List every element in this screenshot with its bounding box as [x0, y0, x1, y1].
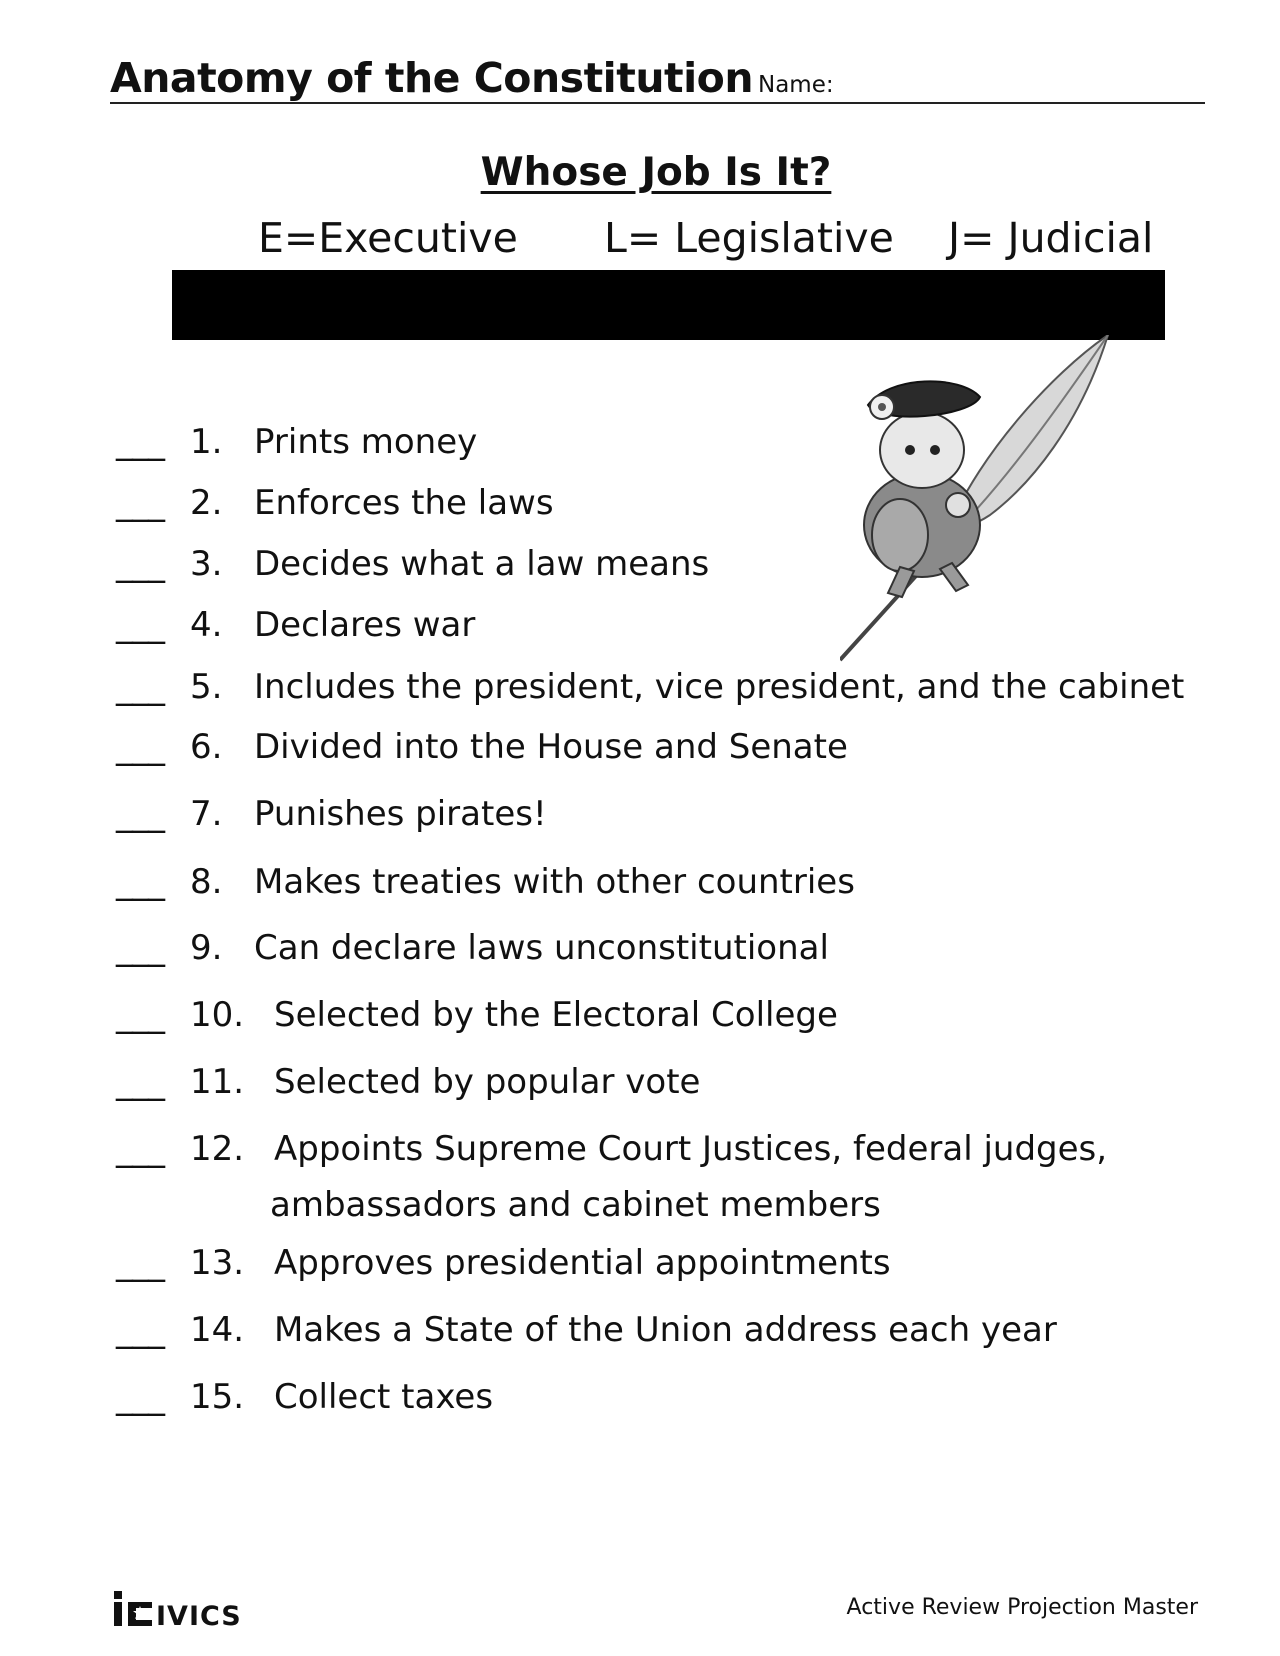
item-text-continuation: ambassadors and cabinet members — [270, 1185, 881, 1225]
redaction-bar — [172, 270, 1165, 340]
list-item — [116, 1377, 493, 1417]
item-number: 3. — [190, 544, 223, 584]
list-item — [116, 483, 554, 523]
list-item — [116, 1310, 1057, 1350]
item-number: 13. — [190, 1243, 245, 1283]
item-text: Makes a State of the Union address each year — [274, 1310, 1057, 1350]
answer-blank[interactable]: ___ — [116, 1129, 164, 1169]
item-text: Selected by popular vote — [274, 1062, 701, 1102]
item-number: 14. — [190, 1310, 245, 1350]
answer-blank[interactable]: ___ — [116, 1243, 164, 1283]
item-number: 9. — [190, 928, 223, 968]
item-text: Punishes pirates! — [254, 794, 547, 834]
answer-blank[interactable]: ___ — [116, 1310, 164, 1350]
item-number: 6. — [190, 727, 223, 767]
item-text: Can declare laws unconstitutional — [254, 928, 829, 968]
worksheet-title: Anatomy of the Constitution — [110, 54, 754, 102]
item-text: Appoints Supreme Court Justices, federal judges, — [274, 1129, 1108, 1169]
answer-blank[interactable]: ___ — [116, 794, 164, 834]
answer-blank[interactable]: ___ — [116, 483, 164, 523]
answer-blank[interactable]: ___ — [116, 422, 164, 462]
projection-label: Active Review Projection Master — [846, 1595, 1198, 1620]
legend-executive: E=Executive — [258, 214, 518, 262]
list-item — [116, 544, 709, 584]
legend-legislative: L= Legislative — [604, 214, 894, 262]
list-item — [116, 422, 477, 462]
name-label: Name: — [758, 72, 834, 98]
item-number: 8. — [190, 862, 223, 902]
answer-blank[interactable]: ___ — [116, 667, 164, 707]
svg-text:IVICS: IVICS — [156, 1601, 242, 1630]
list-item — [116, 995, 838, 1035]
item-text: Declares war — [254, 605, 476, 645]
item-number: 7. — [190, 794, 223, 834]
list-item — [116, 605, 475, 645]
list-item — [116, 727, 848, 767]
list-item — [116, 862, 855, 902]
list-item — [116, 667, 1184, 707]
list-item — [116, 928, 829, 968]
item-text: Includes the president, vice president, and the cabinet — [254, 667, 1185, 707]
item-number: 5. — [190, 667, 223, 707]
item-text: Prints money — [254, 422, 478, 462]
item-number: 2. — [190, 483, 223, 523]
item-text: Divided into the House and Senate — [254, 727, 848, 767]
answer-blank[interactable]: ___ — [116, 862, 164, 902]
answer-blank[interactable]: ___ — [116, 544, 164, 584]
item-number: 11. — [190, 1062, 245, 1102]
answer-blank[interactable]: ___ — [116, 928, 164, 968]
answer-blank[interactable]: ___ — [116, 1062, 164, 1102]
item-text: Selected by the Electoral College — [274, 995, 838, 1035]
item-text: Decides what a law means — [254, 544, 710, 584]
answer-blank[interactable]: ___ — [116, 995, 164, 1035]
icivics-logo — [112, 1588, 262, 1630]
list-item — [116, 1243, 891, 1283]
item-text: Approves presidential appointments — [274, 1243, 891, 1283]
item-number: 10. — [190, 995, 245, 1035]
item-number: 15. — [190, 1377, 245, 1417]
answer-blank[interactable]: ___ — [116, 605, 164, 645]
list-item — [116, 1062, 700, 1102]
answer-blank[interactable]: ___ — [116, 727, 164, 767]
item-number: 4. — [190, 605, 223, 645]
item-text: Collect taxes — [274, 1377, 494, 1417]
item-number: 1. — [190, 422, 223, 462]
item-text: Makes treaties with other countries — [254, 862, 855, 902]
section-title: Whose Job Is It? — [480, 150, 832, 195]
item-text: Enforces the laws — [254, 483, 554, 523]
list-item — [116, 1129, 1107, 1169]
list-item — [116, 794, 547, 834]
quill-mascot-illustration — [840, 335, 1120, 675]
item-number: 12. — [190, 1129, 245, 1169]
answer-blank[interactable]: ___ — [116, 1377, 164, 1417]
worksheet-header — [110, 50, 1205, 104]
legend-judicial: J= Judicial — [948, 214, 1154, 262]
